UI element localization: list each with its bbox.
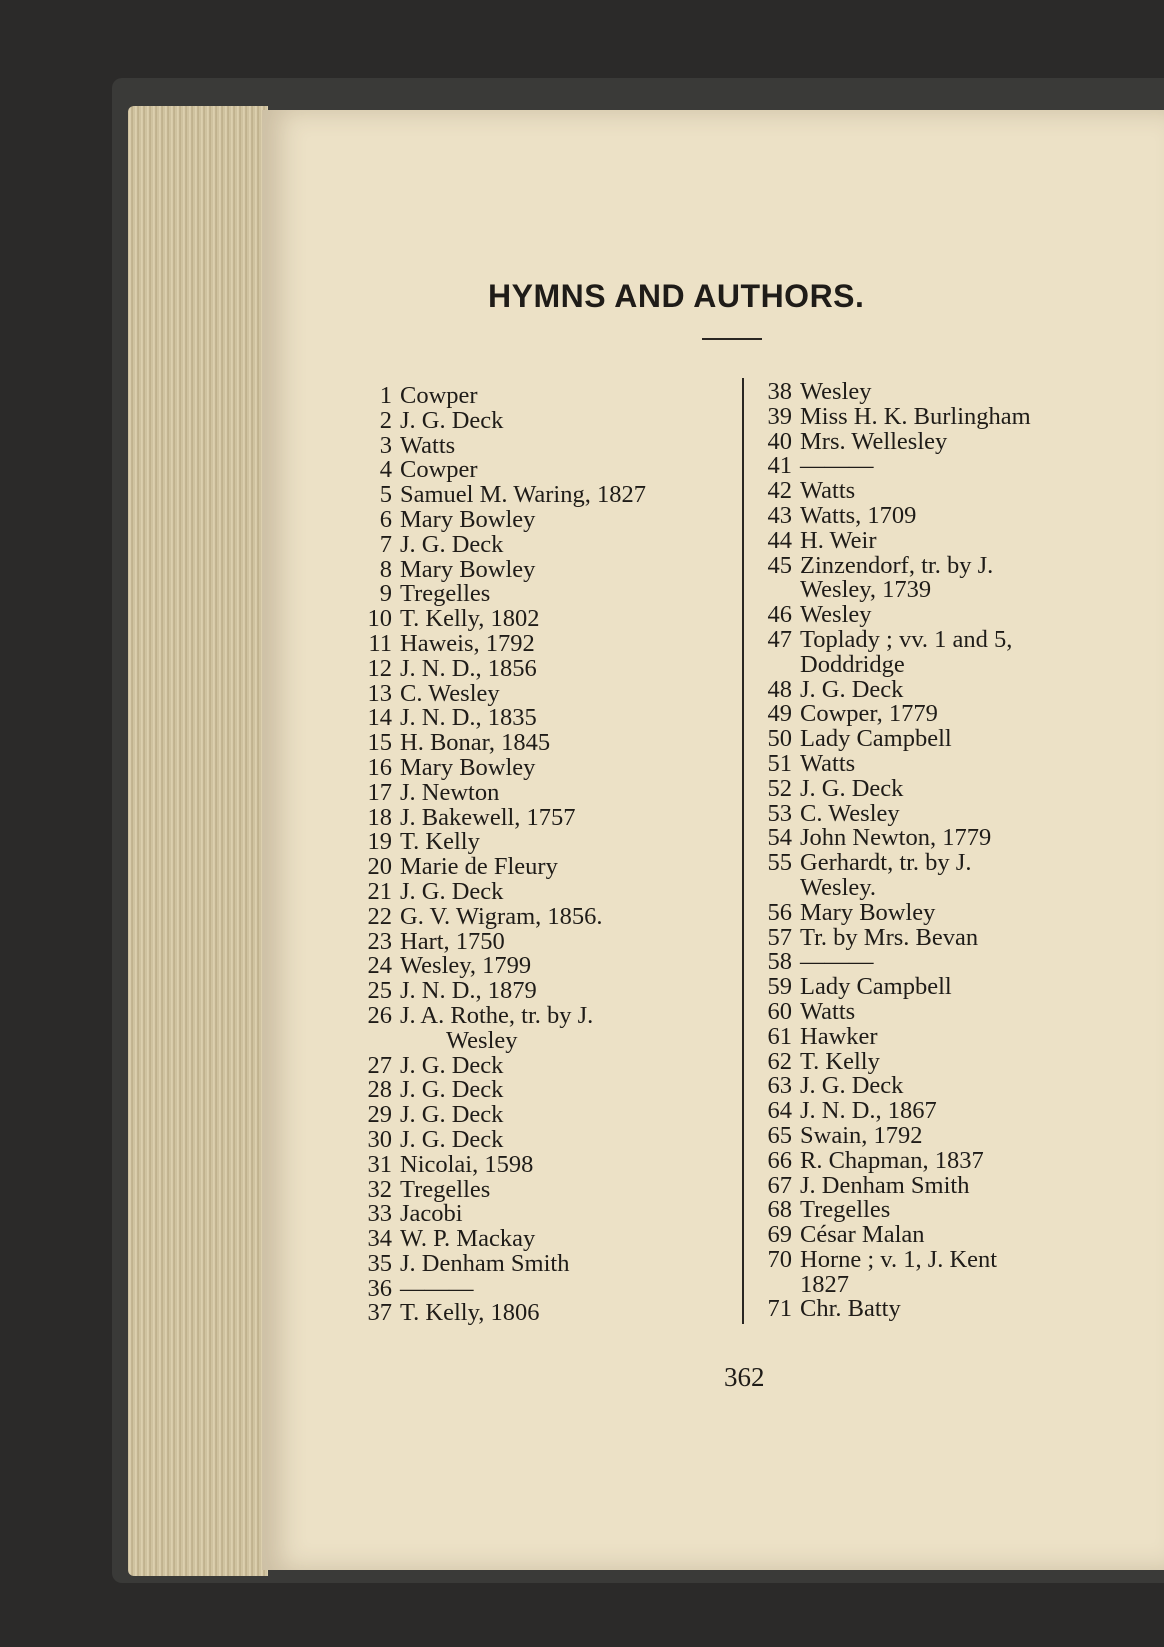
hymn-author: R. Chapman, 1837 xyxy=(800,1146,984,1174)
hymn-author: Watts xyxy=(400,431,456,459)
hymn-author: J. N. D., 1856 xyxy=(400,654,537,682)
hymn-author: T. Kelly, 1806 xyxy=(400,1299,540,1327)
list-item xyxy=(752,625,1082,678)
hymn-number: 15 xyxy=(367,729,392,757)
list-item xyxy=(352,731,737,756)
hymn-author: Mary Bowley xyxy=(400,505,536,533)
hymn-number: 60 xyxy=(767,997,792,1025)
list-item xyxy=(352,778,737,806)
hymn-number: 14 xyxy=(367,704,392,732)
list-item xyxy=(752,603,1082,628)
hymn-number: 26 xyxy=(367,1001,392,1029)
list-item xyxy=(752,1198,1082,1223)
hymn-number: 59 xyxy=(767,973,792,1001)
list-item xyxy=(752,1171,1082,1199)
hymn-number: 63 xyxy=(767,1072,792,1100)
hymn-number: 65 xyxy=(767,1121,792,1149)
hymn-number: 40 xyxy=(767,427,792,455)
list-item xyxy=(352,753,737,781)
hymn-author: J. Newton xyxy=(400,778,500,806)
hymn-author: T. Kelly, 1802 xyxy=(400,605,540,633)
hymn-number: 66 xyxy=(767,1146,792,1174)
hymn-author: Samuel M. Waring, 1827 xyxy=(400,481,646,509)
hymn-author: G. V. Wigram, 1856. xyxy=(400,902,603,930)
hymn-number: 4 xyxy=(379,456,392,484)
hymn-number: 38 xyxy=(767,378,792,405)
list-item xyxy=(352,406,737,434)
hymn-author: C. Wesley xyxy=(800,799,900,827)
hymn-author: Hart, 1750 xyxy=(400,927,505,955)
hymn-author: C. Wesley xyxy=(400,679,500,707)
list-item xyxy=(352,830,737,855)
list-item xyxy=(752,675,1082,703)
hymn-author: Swain, 1792 xyxy=(800,1121,923,1149)
hymn-author: J. G. Deck xyxy=(400,530,504,558)
hymn-author: Cowper xyxy=(400,456,478,484)
hymn-number: 36 xyxy=(367,1274,392,1302)
hymn-author: Miss H. K. Burlingham xyxy=(800,402,1031,430)
hymn-author: ——— xyxy=(800,452,874,480)
list-item xyxy=(352,530,737,558)
list-item xyxy=(352,384,737,409)
list-item xyxy=(752,402,1082,430)
hymn-author: T. Kelly xyxy=(400,828,480,856)
list-item xyxy=(352,1001,737,1054)
hymn-author: J. A. Rothe, tr. by J. xyxy=(400,1001,594,1029)
list-item xyxy=(752,551,1082,604)
hymn-number: 68 xyxy=(767,1196,792,1224)
list-item xyxy=(352,1051,737,1079)
hymn-author: J. Bakewell, 1757 xyxy=(400,803,576,831)
hymn-number: 5 xyxy=(379,481,392,509)
list-item xyxy=(352,877,737,905)
list-item xyxy=(752,1121,1082,1149)
list-item xyxy=(352,607,737,632)
list-item xyxy=(352,505,737,533)
hymn-number: 30 xyxy=(367,1125,392,1153)
list-item xyxy=(352,1150,737,1178)
hymn-author: Watts xyxy=(800,997,856,1025)
list-item xyxy=(752,950,1082,975)
hymn-number: 18 xyxy=(367,803,392,831)
hymn-author: Tregelles xyxy=(400,580,491,608)
list-item xyxy=(752,1047,1082,1075)
hymn-number: 22 xyxy=(367,902,392,930)
hymn-author: Toplady ; vv. 1 and 5, xyxy=(800,625,1013,653)
list-item xyxy=(752,1099,1082,1124)
list-item xyxy=(752,380,1082,405)
list-item xyxy=(352,1125,737,1153)
hymn-number: 52 xyxy=(767,774,792,802)
hymn-author: Tregelles xyxy=(400,1175,491,1203)
hymn-number: 6 xyxy=(379,505,392,533)
hymn-author: J. G. Deck xyxy=(400,1125,504,1153)
hymn-number: 47 xyxy=(767,625,792,653)
hymn-author: Wesley xyxy=(800,378,872,405)
column-divider xyxy=(742,378,744,1324)
hymn-number: 8 xyxy=(379,555,392,583)
hymn-number: 7 xyxy=(379,530,392,558)
hymn-author: Horne ; v. 1, J. Kent xyxy=(800,1245,998,1273)
hymn-author: Watts, 1709 xyxy=(800,501,917,529)
hymn-number: 17 xyxy=(367,778,392,806)
hymn-number: 2 xyxy=(379,406,392,434)
list-item xyxy=(752,749,1082,777)
hymn-number: 71 xyxy=(767,1295,792,1323)
hymn-number: 19 xyxy=(367,828,392,856)
list-item xyxy=(352,1301,737,1326)
hymn-number: 33 xyxy=(367,1200,392,1228)
hymn-number: 37 xyxy=(367,1299,392,1327)
hymn-author: Watts xyxy=(800,749,856,777)
hymn-number: 43 xyxy=(767,501,792,529)
list-item xyxy=(352,483,737,508)
list-item xyxy=(352,979,737,1004)
hymn-list-left xyxy=(352,384,737,1326)
list-item xyxy=(752,526,1082,554)
hymn-author: Nicolai, 1598 xyxy=(400,1150,534,1178)
list-item xyxy=(352,1103,737,1128)
hymn-author: J. Denham Smith xyxy=(800,1171,970,1199)
hymn-author: ——— xyxy=(800,948,874,976)
list-item xyxy=(752,1245,1082,1298)
hymn-number: 54 xyxy=(767,824,792,852)
page-title: HYMNS AND AUTHORS. xyxy=(488,278,865,314)
list-item xyxy=(752,799,1082,827)
hymn-author: Mary Bowley xyxy=(400,555,536,583)
list-item xyxy=(352,458,737,483)
hymn-author: J. G. Deck xyxy=(400,1076,504,1104)
hymn-author: Chr. Batty xyxy=(800,1295,901,1323)
list-item xyxy=(752,501,1082,529)
hymn-author: Lady Campbell xyxy=(800,725,952,753)
list-item xyxy=(352,1175,737,1203)
hymn-number: 12 xyxy=(367,654,392,682)
list-item xyxy=(352,803,737,831)
hymn-author: Watts xyxy=(800,477,856,505)
list-item xyxy=(352,1274,737,1302)
hymn-list-right xyxy=(752,380,1082,1322)
hymn-number: 28 xyxy=(367,1076,392,1104)
hymn-number: 9 xyxy=(379,580,392,608)
hymn-author: J. G. Deck xyxy=(400,1101,504,1129)
list-item xyxy=(352,902,737,930)
hymn-author: Cowper, 1779 xyxy=(800,700,938,728)
hymn-number: 62 xyxy=(767,1047,792,1075)
page-edges xyxy=(128,106,268,1576)
hymn-author-continued: Wesley, 1739 xyxy=(800,576,932,604)
hymn-author: H. Weir xyxy=(800,526,877,554)
hymn-author: Mary Bowley xyxy=(800,898,936,926)
list-item xyxy=(352,855,737,880)
list-item xyxy=(352,582,737,607)
hymn-number: 24 xyxy=(367,952,392,980)
hymn-number: 29 xyxy=(367,1101,392,1129)
hymn-author-continued: Wesley. xyxy=(800,873,877,901)
hymn-author: J. G. Deck xyxy=(400,1051,504,1079)
hymn-author-continued: Wesley xyxy=(446,1026,518,1054)
hymn-author: T. Kelly xyxy=(800,1047,880,1075)
hymn-number: 21 xyxy=(367,877,392,905)
hymn-author: Tregelles xyxy=(800,1196,891,1224)
list-item xyxy=(752,975,1082,1000)
hymn-number: 51 xyxy=(767,749,792,777)
hymn-author: Marie de Fleury xyxy=(400,853,558,881)
hymn-author: Gerhardt, tr. by J. xyxy=(800,849,972,877)
list-item xyxy=(352,927,737,955)
hymn-number: 31 xyxy=(367,1150,392,1178)
list-item xyxy=(752,727,1082,752)
list-item xyxy=(752,851,1082,901)
hymn-author: J. G. Deck xyxy=(400,877,504,905)
hymn-author: J. N. D., 1867 xyxy=(800,1097,937,1125)
hymn-author: Hawker xyxy=(800,1022,878,1050)
hymn-number: 58 xyxy=(767,948,792,976)
hymn-number: 44 xyxy=(767,526,792,554)
list-item xyxy=(352,654,737,682)
hymn-author: Mary Bowley xyxy=(400,753,536,781)
hymn-number: 1 xyxy=(379,382,392,409)
hymn-author: Mrs. Wellesley xyxy=(800,427,948,455)
list-item xyxy=(752,1074,1082,1099)
hymn-number: 64 xyxy=(767,1097,792,1125)
list-item xyxy=(752,1297,1082,1322)
hymn-author: J. G. Deck xyxy=(400,406,504,434)
hymn-author: Haweis, 1792 xyxy=(400,629,535,657)
hymn-author: J. Denham Smith xyxy=(400,1249,570,1277)
title-rule xyxy=(702,338,762,340)
hymn-number: 56 xyxy=(767,898,792,926)
list-item xyxy=(352,1227,737,1252)
hymn-number: 69 xyxy=(767,1221,792,1249)
hymn-number: 10 xyxy=(367,605,392,633)
hymn-number: 39 xyxy=(767,402,792,430)
hymn-number: 70 xyxy=(767,1245,792,1273)
hymn-number: 3 xyxy=(379,431,392,459)
list-item xyxy=(752,479,1082,504)
hymn-author: Cowper xyxy=(400,382,478,409)
hymn-number: 53 xyxy=(767,799,792,827)
list-item xyxy=(352,706,737,731)
hymn-number: 16 xyxy=(367,753,392,781)
hymn-author: Tr. by Mrs. Bevan xyxy=(800,923,979,951)
hymn-number: 67 xyxy=(767,1171,792,1199)
list-item xyxy=(352,629,737,657)
list-item xyxy=(752,454,1082,479)
list-item xyxy=(752,427,1082,455)
hymn-number: 32 xyxy=(367,1175,392,1203)
hymn-number: 57 xyxy=(767,923,792,951)
list-item xyxy=(752,702,1082,727)
list-item xyxy=(752,1022,1082,1050)
hymn-number: 20 xyxy=(367,853,392,881)
list-item xyxy=(352,1202,737,1227)
hymn-number: 61 xyxy=(767,1022,792,1050)
hymn-number: 35 xyxy=(367,1249,392,1277)
hymn-author: Wesley xyxy=(800,601,872,629)
list-item xyxy=(752,826,1082,851)
hymn-author: John Newton, 1779 xyxy=(800,824,992,852)
list-item xyxy=(352,555,737,583)
list-item xyxy=(752,1223,1082,1248)
hymn-number: 11 xyxy=(368,629,392,657)
hymn-author: Lady Campbell xyxy=(800,973,952,1001)
list-item xyxy=(752,923,1082,951)
hymn-author: ——— xyxy=(400,1274,474,1302)
hymn-number: 41 xyxy=(767,452,792,480)
hymn-author-continued: 1827 xyxy=(800,1270,849,1298)
hymn-author: J. G. Deck xyxy=(800,675,904,703)
hymn-number: 25 xyxy=(367,977,392,1005)
hymn-author: Zinzendorf, tr. by J. xyxy=(800,551,994,579)
hymn-author: J. G. Deck xyxy=(800,774,904,802)
hymn-author: César Malan xyxy=(800,1221,925,1249)
list-item xyxy=(752,997,1082,1025)
hymn-number: 42 xyxy=(767,477,792,505)
list-item xyxy=(752,774,1082,802)
hymn-number: 48 xyxy=(767,675,792,703)
list-item xyxy=(352,1078,737,1103)
hymn-number: 49 xyxy=(767,700,792,728)
list-item xyxy=(752,1146,1082,1174)
hymn-number: 27 xyxy=(367,1051,392,1079)
hymn-author: Jacobi xyxy=(400,1200,463,1228)
hymn-author: H. Bonar, 1845 xyxy=(400,729,551,757)
list-item xyxy=(352,1249,737,1277)
hymn-number: 13 xyxy=(367,679,392,707)
hymn-author: J. N. D., 1835 xyxy=(400,704,537,732)
list-item xyxy=(752,898,1082,926)
hymn-author: J. N. D., 1879 xyxy=(400,977,537,1005)
hymn-author: Wesley, 1799 xyxy=(400,952,532,980)
list-item xyxy=(352,679,737,707)
hymn-number: 23 xyxy=(367,927,392,955)
page-number: 362 xyxy=(724,1362,765,1392)
list-item xyxy=(352,431,737,459)
hymn-author: W. P. Mackay xyxy=(400,1225,536,1253)
hymn-number: 55 xyxy=(767,849,792,877)
hymn-author: J. G. Deck xyxy=(800,1072,904,1100)
hymn-number: 46 xyxy=(767,601,792,629)
hymn-number: 50 xyxy=(767,725,792,753)
hymn-author-continued: Doddridge xyxy=(800,650,905,678)
hymn-number: 34 xyxy=(367,1225,392,1253)
list-item xyxy=(352,954,737,979)
hymn-number: 45 xyxy=(767,551,792,579)
